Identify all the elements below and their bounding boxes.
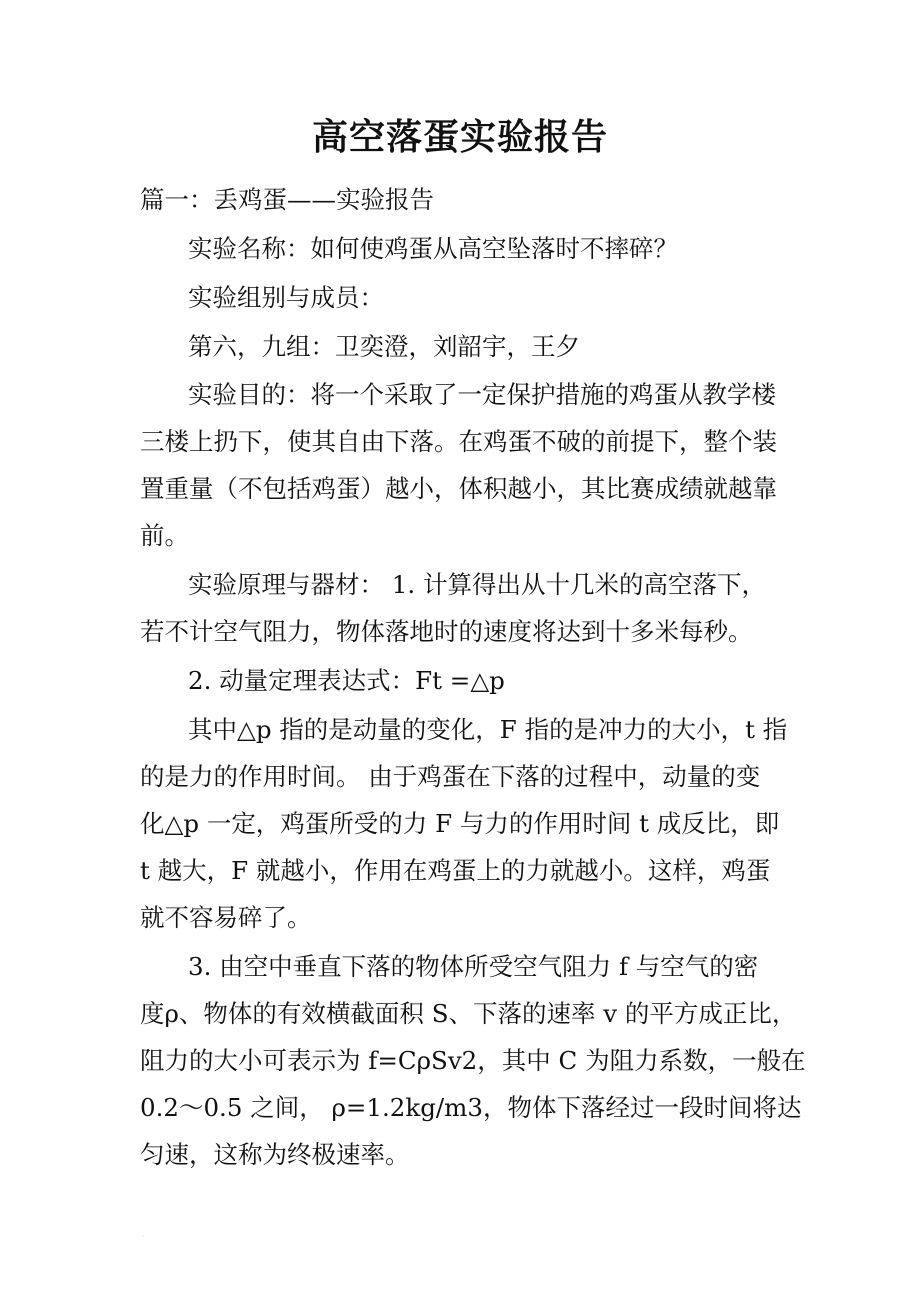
document-title: 高空落蛋实验报告 [311, 116, 608, 158]
momentum-line-1: 其中△p 指的是动量的变化，F 指的是冲力的大小，t 指 [188, 715, 788, 744]
drag-line-3: 阻力的大小可表示为 f=CρSv2，其中 C 为阻力系数，一般在 [140, 1046, 806, 1075]
footer-mark: · [142, 1232, 145, 1241]
principle-line-2: 若不计空气阻力，物体落地时的速度将达到十多米每秒。 [140, 617, 753, 646]
momentum-line-2: 的是力的作用时间。 由于鸡蛋在下落的过程中，动量的变 [140, 762, 761, 791]
drag-line-5: 匀速，这称为终极速率。 [140, 1140, 410, 1169]
drag-line-1: 3. 由空中垂直下落的物体所受空气阻力 f 与空气的密 [188, 952, 759, 981]
purpose-line-2: 三楼上扔下，使其自由下落。在鸡蛋不破的前提下，整个装 [140, 427, 777, 456]
group-members-label: 实验组别与成员： [188, 283, 384, 312]
momentum-line-4: t 越大，F 就越小，作用在鸡蛋上的力就越小。这样，鸡蛋 [140, 856, 771, 885]
drag-line-4: 0.2～0.5 之间， ρ=1.2kg/m3，物体下落经过一段时间将达 [140, 1093, 802, 1122]
purpose-line-4: 前。 [140, 521, 189, 550]
purpose-line-3: 置重量（不包括鸡蛋）越小，体积越小，其比赛成绩就越靠 [140, 474, 777, 503]
experiment-name: 实验名称：如何使鸡蛋从高空坠落时不摔碎？ [188, 234, 678, 263]
momentum-line-3: 化△p 一定，鸡蛋所受的力 F 与力的作用时间 t 成反比，即 [140, 809, 780, 838]
purpose-line-1: 实验目的：将一个采取了一定保护措施的鸡蛋从教学楼 [188, 380, 776, 409]
group-members: 第六，九组：卫奕澄，刘韶宇，王夕 [188, 332, 580, 361]
momentum-line-5: 就不容易碎了。 [140, 903, 312, 932]
section-heading: 篇一：丢鸡蛋——实验报告 [140, 185, 434, 214]
drag-line-2: 度ρ、物体的有效横截面积 S、下落的速率 v 的平方成正比， [140, 999, 797, 1028]
momentum-formula: 2. 动量定理表达式：Ft =△p [188, 666, 505, 695]
principle-line-1: 实验原理与器材： 1. 计算得出从十几米的高空落下， [188, 570, 766, 599]
